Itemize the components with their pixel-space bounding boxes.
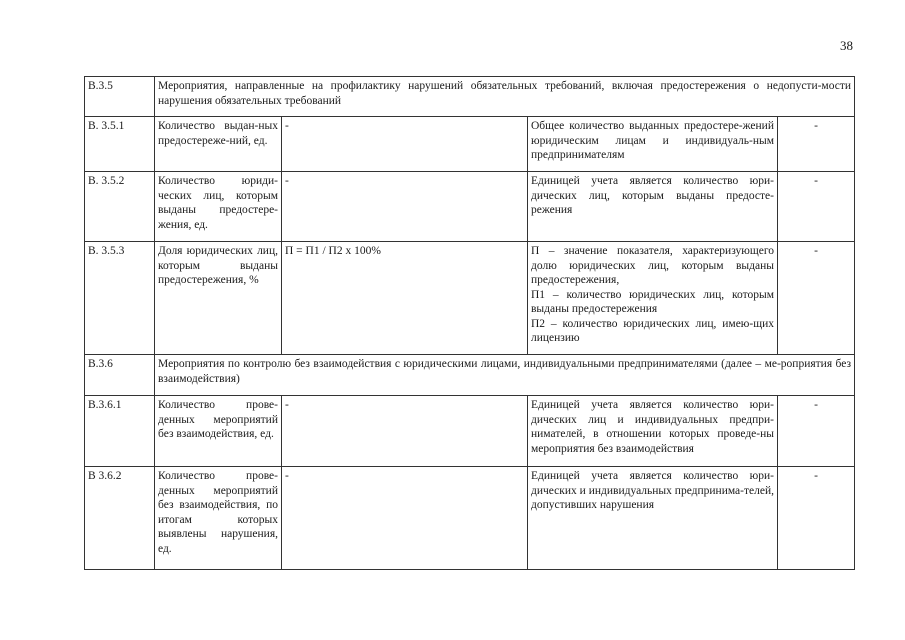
section-title: Мероприятия, направленные на профилактику нарушений обязательных требований, включая предостережения о недопусти-мости нарушения обязательных требований <box>155 77 855 117</box>
indicator-description: Единицей учета является количество юри-дических и индивидуальных предпринима-телей, допустивших нарушения <box>528 467 778 570</box>
table-row <box>85 242 855 355</box>
table-row <box>85 467 855 570</box>
section-title: Мероприятия по контролю без взаимодействия с юридическими лицами, индивидуальными предпринимателями (далее – ме-роприятия без взаимодействия) <box>155 355 855 396</box>
indicator-name: Доля юридических лиц, которым выданы предостережения, % <box>155 242 282 355</box>
table-row <box>85 172 855 242</box>
indicator-value: - <box>778 396 855 467</box>
indicator-formula: - <box>282 396 528 467</box>
indicator-code: В. 3.5.2 <box>85 172 155 242</box>
section-row <box>85 355 855 396</box>
indicator-value: - <box>778 242 855 355</box>
indicator-name: Количество прове-денных мероприятий без взаимодействия, по итогам которых выявлены нарушения, ед. <box>155 467 282 570</box>
indicator-formula: П = П1 / П2 x 100% <box>282 242 528 355</box>
table-row <box>85 117 855 172</box>
indicator-formula: - <box>282 117 528 172</box>
indicator-name: Количество выдан-ных предостереже-ний, ед. <box>155 117 282 172</box>
indicator-code: В. 3.5.3 <box>85 242 155 355</box>
section-code: В.3.6 <box>85 355 155 396</box>
indicator-code: В.3.6.1 <box>85 396 155 467</box>
section-code: В.3.5 <box>85 77 155 117</box>
indicator-value: - <box>778 172 855 242</box>
indicator-code: В. 3.5.1 <box>85 117 155 172</box>
indicators-table <box>84 76 855 570</box>
indicator-formula: - <box>282 172 528 242</box>
indicator-description: Общее количество выданных предостере-жений юридическим лицам и индивидуаль-ным предпринимателям <box>528 117 778 172</box>
page-number: 38 <box>840 38 853 53</box>
table-row <box>85 396 855 467</box>
indicator-formula: - <box>282 467 528 570</box>
indicator-description: Единицей учета является количество юри-дических лиц и индивидуальных предпри-нимателей, в отношении которых проведе-ны мероприятия без взаимодействия <box>528 396 778 467</box>
section-row <box>85 77 855 117</box>
indicator-code: В 3.6.2 <box>85 467 155 570</box>
indicator-description: П – значение показателя, характеризующего долю юридических лиц, которым выданы предостережения, П1 – количество юридических лиц, которым выданы предостережения П2 – количество юридических лиц, имею-щих лицензию <box>528 242 778 355</box>
indicator-name: Количество прове-денных мероприятий без взаимодействия, ед. <box>155 396 282 467</box>
indicator-value: - <box>778 467 855 570</box>
indicator-value: - <box>778 117 855 172</box>
indicator-description: Единицей учета является количество юри-дических лиц, которым выданы предосте-режения <box>528 172 778 242</box>
indicator-name: Количество юриди-ческих лиц, которым выданы предостере-жения, ед. <box>155 172 282 242</box>
